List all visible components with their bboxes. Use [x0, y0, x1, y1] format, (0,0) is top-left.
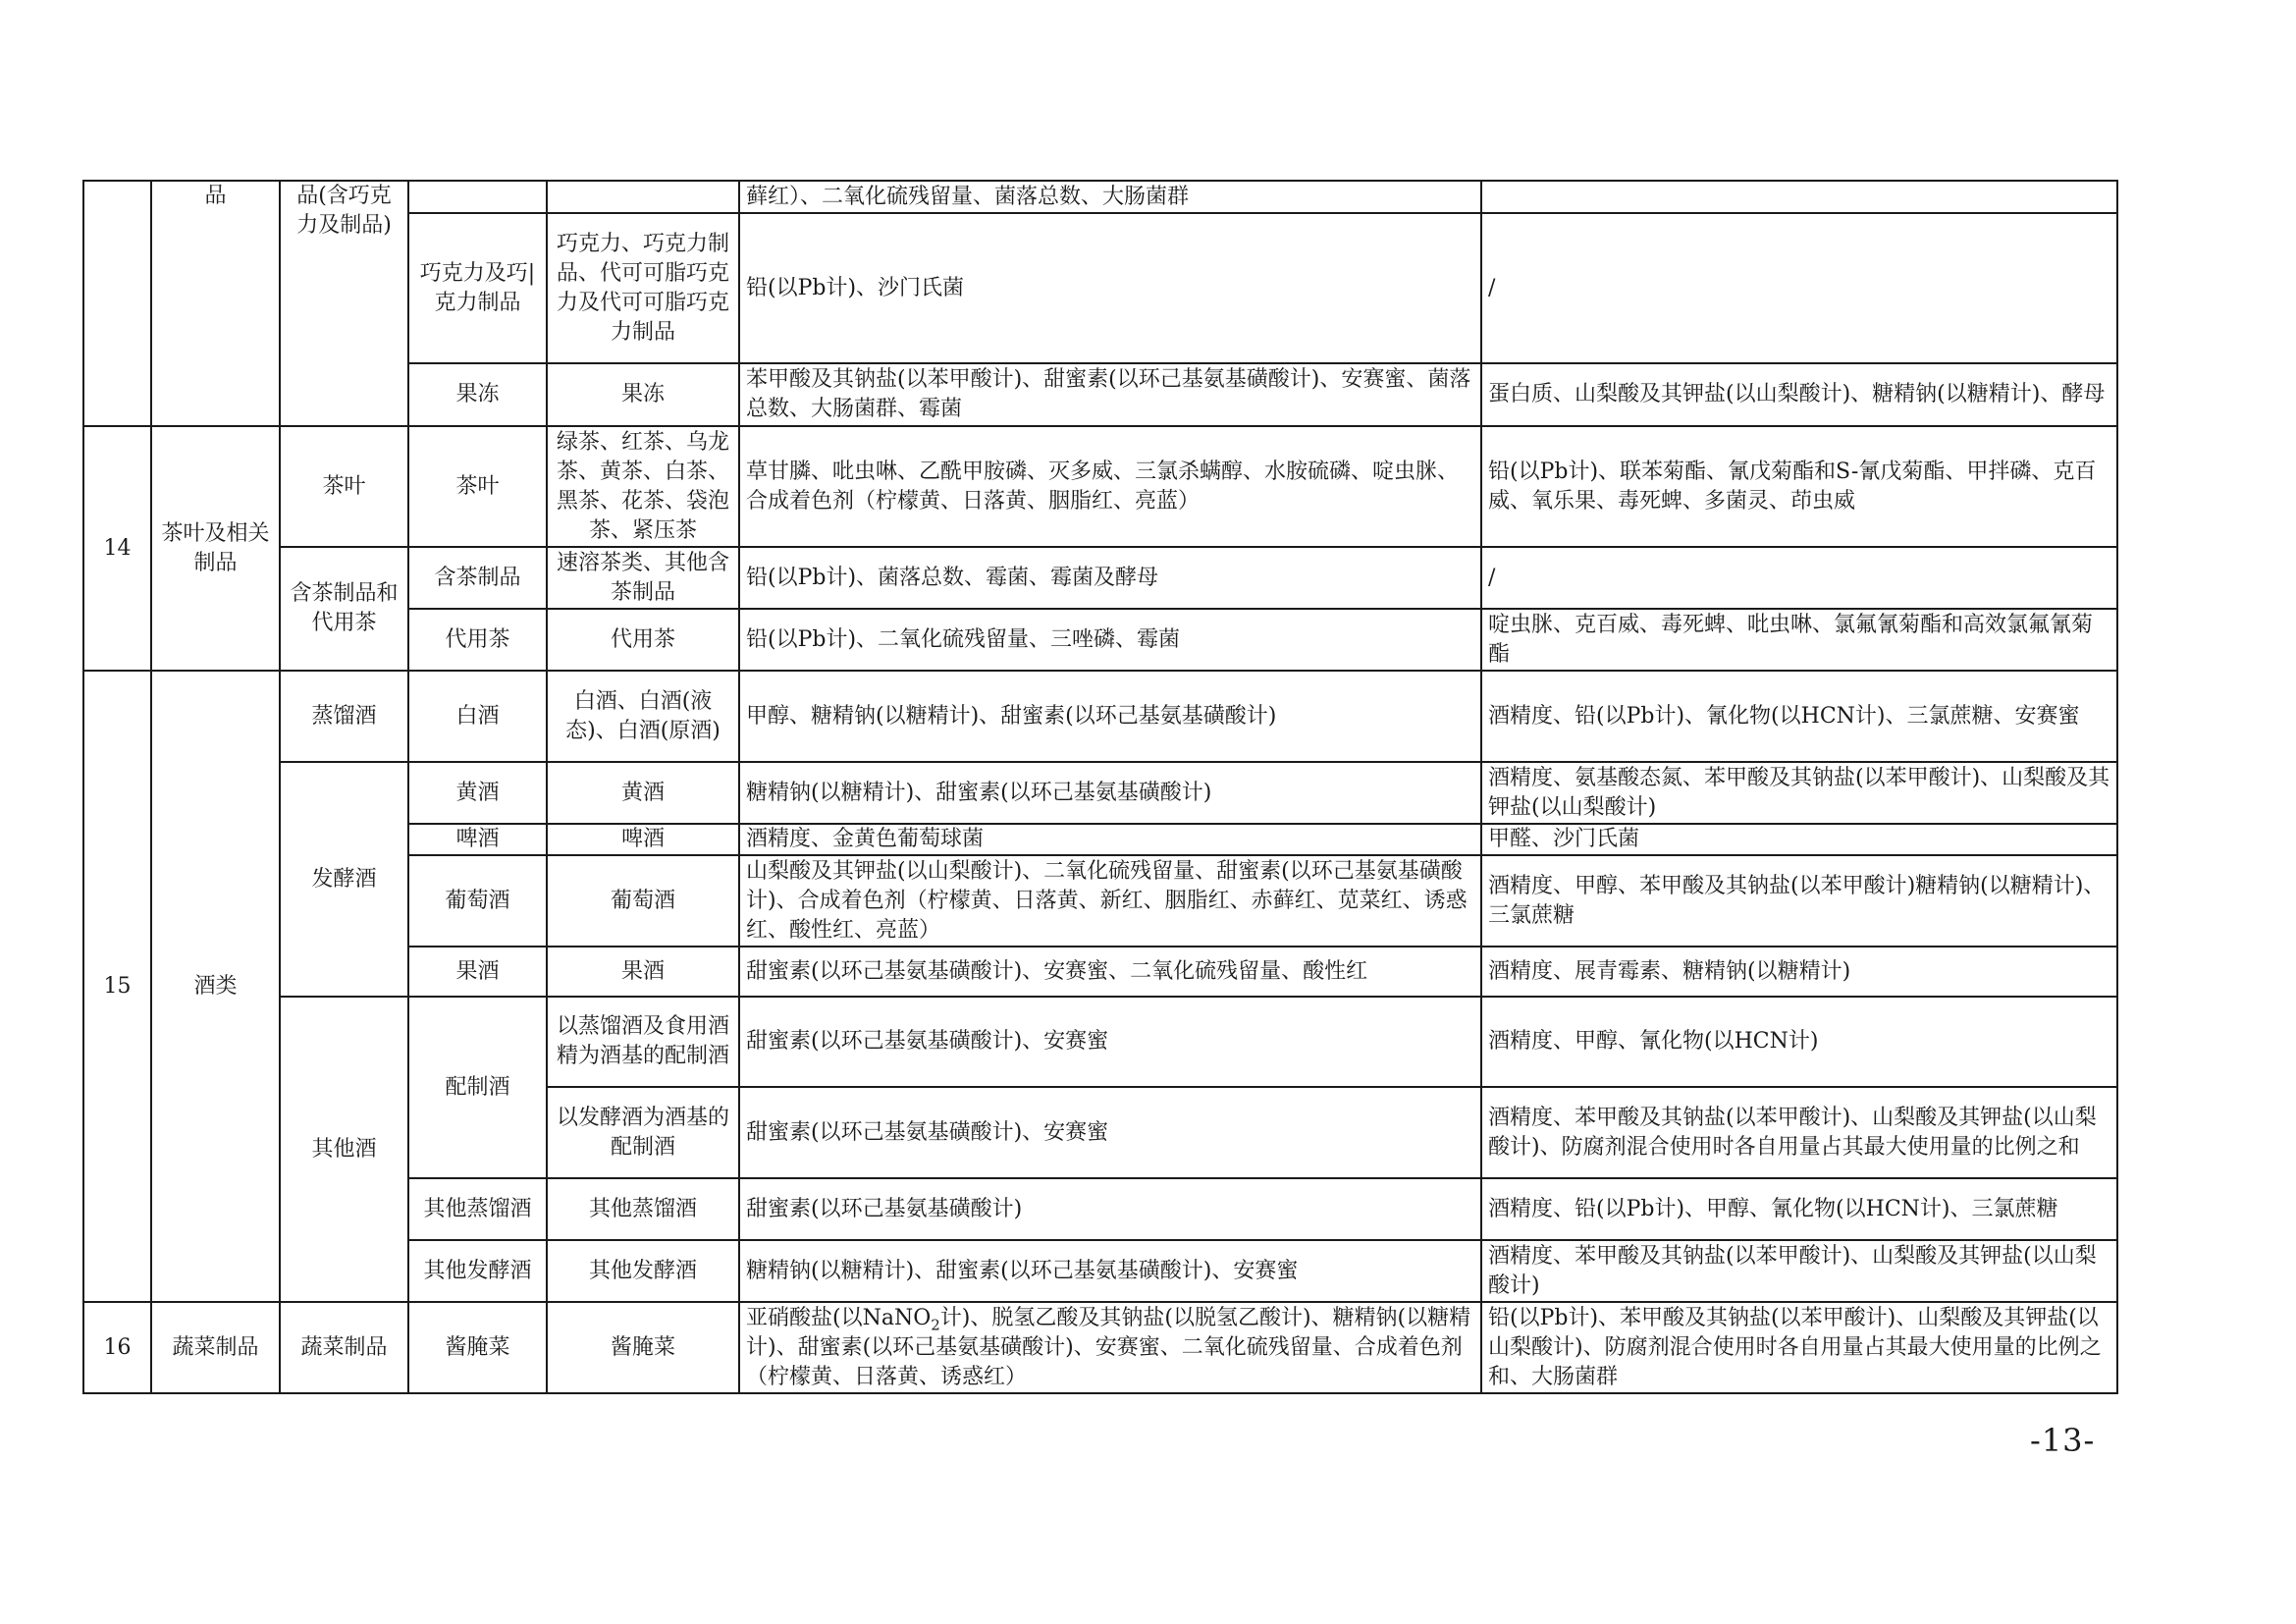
cell-optional-items: 铅(以Pb计)、苯甲酸及其钠盐(以苯甲酸计)、山梨酸及其钾盐(以山梨酸计)、防腐剂混合使用时各自用量占其最大使用量的比例之和、大肠菌群 [1481, 1302, 2117, 1393]
cell-basic-items: 甲醇、糖精钠(以糖精计)、甜蜜素(以环己基氨基磺酸计) [739, 671, 1481, 762]
cell-optional-items: 蛋白质、山梨酸及其钾盐(以山梨酸计)、糖精钠(以糖精计)、酵母 [1481, 363, 2117, 426]
cell-item: 含茶制品 [408, 547, 547, 609]
cell-category: 蔬菜制品 [151, 1302, 280, 1393]
cell-index [83, 181, 151, 426]
cell-detail: 以蒸馏酒及食用酒精为酒基的配制酒 [547, 997, 739, 1087]
cell-subcategory: 含茶制品和代用茶 [280, 547, 408, 671]
cell-item: 白酒 [408, 671, 547, 762]
cell-basic-items: 山梨酸及其钾盐(以山梨酸计)、二氧化硫残留量、甜蜜素(以环己基氨基磺酸计)、合成着色剂（柠檬黄、日落黄、新红、胭脂红、赤藓红、苋菜红、诱惑红、酸性红、亮蓝） [739, 855, 1481, 947]
food-inspection-table [82, 180, 2118, 1394]
cell-detail: 速溶茶类、其他含茶制品 [547, 547, 739, 609]
cell-detail: 巧克力、巧克力制品、代可可脂巧克力及代可可脂巧克力制品 [547, 213, 739, 363]
table-row [83, 1302, 2117, 1393]
cell-basic-items [739, 1302, 1481, 1393]
cell-basic-items: 藓红）、二氧化硫残留量、菌落总数、大肠菌群 [739, 181, 1481, 213]
cell-basic-items: 糖精钠(以糖精计)、甜蜜素(以环己基氨基磺酸计) [739, 762, 1481, 824]
table-row [83, 762, 2117, 824]
table-row [83, 997, 2117, 1087]
cell-item: 酱腌菜 [408, 1302, 547, 1393]
cell-item: 果酒 [408, 947, 547, 997]
cell-basic-items: 糖精钠(以糖精计)、甜蜜素(以环己基氨基磺酸计)、安赛蜜 [739, 1240, 1481, 1302]
cell-basic-items: 铅(以Pb计)、二氧化硫残留量、三唑磷、霉菌 [739, 609, 1481, 671]
cell-detail: 葡萄酒 [547, 855, 739, 947]
nitrite-text-pre: 亚硝酸盐(以NaNO [746, 1305, 932, 1330]
cell-detail: 其他发酵酒 [547, 1240, 739, 1302]
cell-item: 其他发酵酒 [408, 1240, 547, 1302]
cell-subcategory: 发酵酒 [280, 762, 408, 997]
cell-basic-items: 铅(以Pb计)、沙门氏菌 [739, 213, 1481, 363]
cell-item: 黄酒 [408, 762, 547, 824]
cell-index: 15 [83, 671, 151, 1302]
cell-basic-items: 甜蜜素(以环己基氨基磺酸计) [739, 1178, 1481, 1240]
table-row [83, 181, 2117, 213]
cell-optional-items: 酒精度、氨基酸态氮、苯甲酸及其钠盐(以苯甲酸计)、山梨酸及其钾盐(以山梨酸计) [1481, 762, 2117, 824]
cell-category: 酒类 [151, 671, 280, 1302]
cell-basic-items: 甜蜜素(以环己基氨基磺酸计)、安赛蜜、二氧化硫残留量、酸性红 [739, 947, 1481, 997]
cell-detail: 黄酒 [547, 762, 739, 824]
cell-subcategory: 蒸馏酒 [280, 671, 408, 762]
cell-basic-items: 苯甲酸及其钠盐(以苯甲酸计)、甜蜜素(以环己基氨基磺酸计)、安赛蜜、菌落总数、大肠菌群、霉菌 [739, 363, 1481, 426]
cell-optional-items: 酒精度、苯甲酸及其钠盐(以苯甲酸计)、山梨酸及其钾盐(以山梨酸计) [1481, 1240, 2117, 1302]
cell-index: 14 [83, 426, 151, 671]
cell-item: 其他蒸馏酒 [408, 1178, 547, 1240]
cell-detail: 啤酒 [547, 824, 739, 855]
cell-optional-items: 酒精度、苯甲酸及其钠盐(以苯甲酸计)、山梨酸及其钾盐(以山梨酸计)、防腐剂混合使用时各自用量占其最大使用量的比例之和 [1481, 1087, 2117, 1178]
cell-optional-items: / [1481, 547, 2117, 609]
cell-optional-items: 甲醛、沙门氏菌 [1481, 824, 2117, 855]
cell-item: 茶叶 [408, 426, 547, 547]
cell-detail: 酱腌菜 [547, 1302, 739, 1393]
nitrite-subscript: 2 [931, 1315, 940, 1333]
cell-detail: 果冻 [547, 363, 739, 426]
cell-subcategory: 其他酒 [280, 997, 408, 1302]
cell-detail: 以发酵酒为酒基的配制酒 [547, 1087, 739, 1178]
cell-detail: 代用茶 [547, 609, 739, 671]
cell-optional-items: 酒精度、铅(以Pb计)、氰化物(以HCN计)、三氯蔗糖、安赛蜜 [1481, 671, 2117, 762]
cell-item: 配制酒 [408, 997, 547, 1178]
cell-category: 茶叶及相关制品 [151, 426, 280, 671]
cell-item: 葡萄酒 [408, 855, 547, 947]
cell-optional-items: 啶虫脒、克百威、毒死蜱、吡虫啉、氯氟氰菊酯和高效氯氟氰菊酯 [1481, 609, 2117, 671]
cell-index: 16 [83, 1302, 151, 1393]
cell-optional-items [1481, 181, 2117, 213]
cell-item [408, 181, 547, 213]
cell-detail: 白酒、白酒(液态)、白酒(原酒) [547, 671, 739, 762]
cell-basic-items: 甜蜜素(以环己基氨基磺酸计)、安赛蜜 [739, 1087, 1481, 1178]
cell-basic-items: 甜蜜素(以环己基氨基磺酸计)、安赛蜜 [739, 997, 1481, 1087]
cell-optional-items: 酒精度、铅(以Pb计)、甲醇、氰化物(以HCN计)、三氯蔗糖 [1481, 1178, 2117, 1240]
cell-subcategory: 蔬菜制品 [280, 1302, 408, 1393]
cell-item: 代用茶 [408, 609, 547, 671]
table-row [83, 426, 2117, 547]
cell-optional-items: 铅(以Pb计)、联苯菊酯、氰戊菊酯和S-氰戊菊酯、甲拌磷、克百威、氧乐果、毒死蜱、多菌灵、茚虫威 [1481, 426, 2117, 547]
cell-basic-items: 铅(以Pb计)、菌落总数、霉菌、霉菌及酵母 [739, 547, 1481, 609]
cell-item: 啤酒 [408, 824, 547, 855]
nitrite-text-post: 计)、脱氢乙酸及其钠盐(以脱氢乙酸计)、糖精钠(以糖精计)、甜蜜素(以环己基氨基磺酸计)、安赛蜜、二氧化硫残留量、合成着色剂（柠檬黄、日落黄、诱惑红） [746, 1305, 1471, 1389]
cell-optional-items: / [1481, 213, 2117, 363]
page-number: -13- [2030, 1422, 2096, 1459]
cell-subcategory: 茶叶 [280, 426, 408, 547]
cell-detail: 绿茶、红茶、乌龙茶、黄茶、白茶、黑茶、花茶、袋泡茶、紧压茶 [547, 426, 739, 547]
cell-detail: 其他蒸馏酒 [547, 1178, 739, 1240]
table-row [83, 671, 2117, 762]
cell-optional-items: 酒精度、展青霉素、糖精钠(以糖精计) [1481, 947, 2117, 997]
cell-category: 品 [151, 181, 280, 426]
cell-item: 果冻 [408, 363, 547, 426]
cell-basic-items: 草甘膦、吡虫啉、乙酰甲胺磷、灭多威、三氯杀螨醇、水胺硫磷、啶虫脒、合成着色剂（柠檬黄、日落黄、胭脂红、亮蓝） [739, 426, 1481, 547]
cell-detail [547, 181, 739, 213]
cell-detail: 果酒 [547, 947, 739, 997]
cell-optional-items: 酒精度、甲醇、苯甲酸及其钠盐(以苯甲酸计)糖精钠(以糖精计)、三氯蔗糖 [1481, 855, 2117, 947]
cell-optional-items: 酒精度、甲醇、氰化物(以HCN计) [1481, 997, 2117, 1087]
cell-subcategory: 品(含巧克力及制品) [280, 181, 408, 426]
cell-item: 巧克力及巧|克力制品 [408, 213, 547, 363]
table-row [83, 547, 2117, 609]
cell-basic-items: 酒精度、金黄色葡萄球菌 [739, 824, 1481, 855]
